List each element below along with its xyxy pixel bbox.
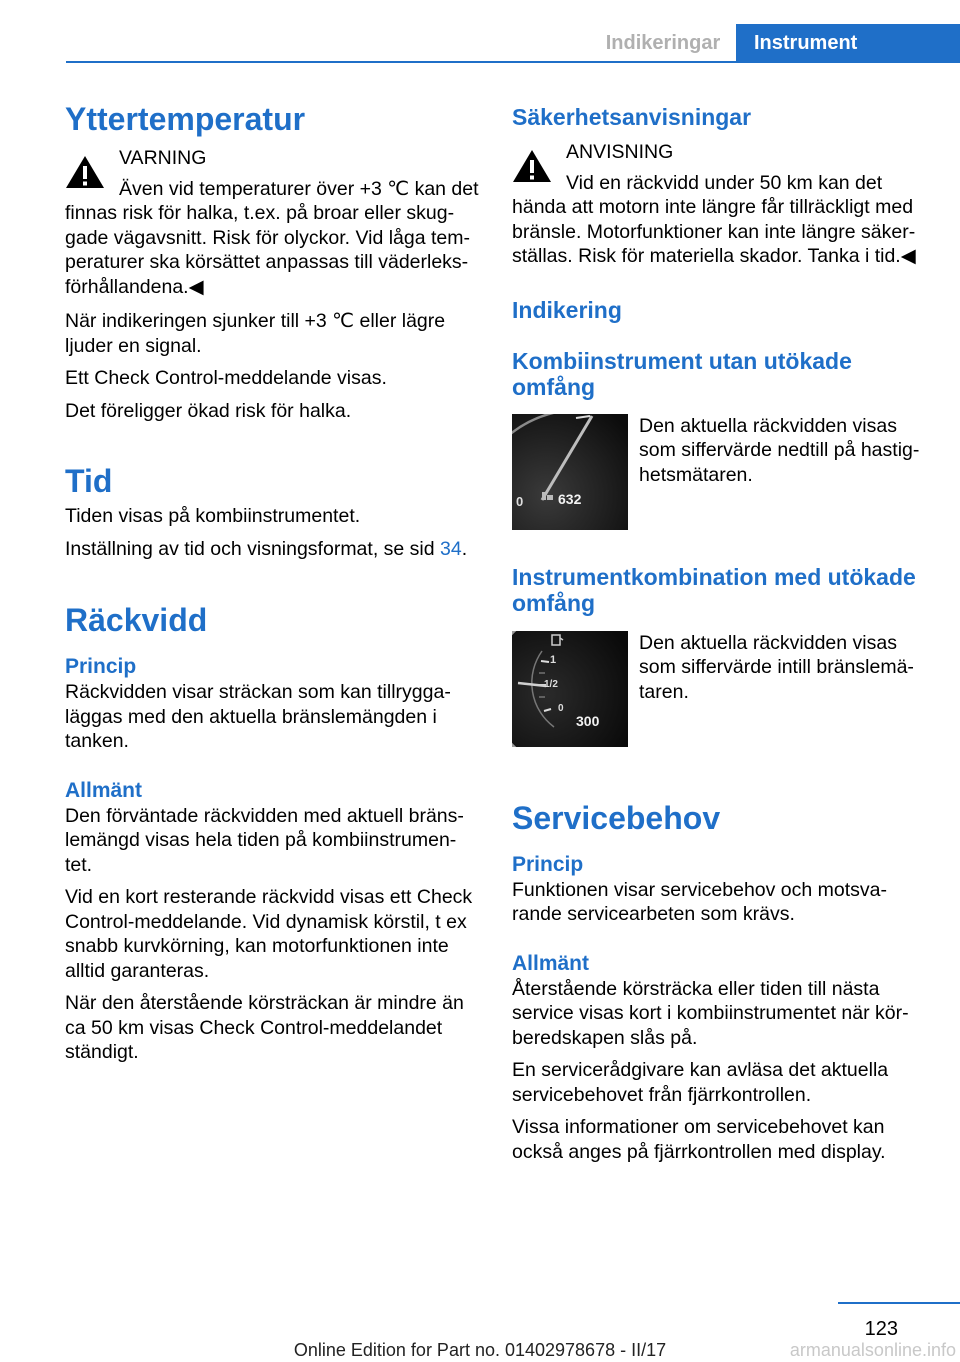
paragraph: Tiden visas på kombiinstrumentet. bbox=[65, 505, 361, 527]
paragraph: Den förväntade räckvidden med aktuell bräns‐lemängd visas hela tiden på kombiinstrumen‐tet. bbox=[65, 804, 464, 876]
paragraph: Räckvidden visar sträckan som kan tillrygga‐läggas med den aktuella bränslemängden i tanken. bbox=[65, 681, 451, 752]
left-column bbox=[65, 100, 483, 1065]
page-link-34[interactable]: 34 bbox=[440, 537, 462, 560]
link-prefix: Inställning av tid och visningsformat, se sid bbox=[65, 537, 441, 560]
link-suffix: . bbox=[461, 537, 468, 560]
section-title-tid: Tid bbox=[65, 463, 113, 499]
section-title-servicebehov: Servicebehov bbox=[512, 799, 721, 836]
warning-block bbox=[65, 146, 483, 299]
header-tab-instrument[interactable]: Instrument bbox=[736, 24, 960, 62]
image-block-fuelgauge bbox=[512, 631, 932, 747]
subheading-allmant: Allmänt bbox=[512, 951, 590, 975]
fuel-gauge-full-label: 1 bbox=[550, 653, 557, 666]
watermark: armanualsonline.info bbox=[789, 1340, 956, 1360]
speedometer-caption: Den aktuella räckvidden visas som siffervärde nedtill på hastig‐hetsmätaren. bbox=[639, 414, 920, 486]
header-tab-indikeringar[interactable]: Indikeringar bbox=[605, 31, 721, 54]
page-number: 123 bbox=[864, 1318, 898, 1340]
paragraph: Det föreligger ökad risk för halka. bbox=[65, 399, 352, 422]
fuel-gauge-graphic bbox=[512, 631, 628, 747]
paragraph: Funktionen visar servicebehov och motsva‐rande servicearbeten som krävs. bbox=[512, 878, 888, 925]
warning-triangle-icon bbox=[65, 154, 105, 190]
subheading-princip: Princip bbox=[512, 852, 584, 876]
subheading-princip: Princip bbox=[65, 655, 137, 678]
subheading-instrumentkombination: Instrumentkombination med utökade omfång bbox=[512, 563, 916, 616]
paragraph: Återstående körsträcka eller tiden till nästa service visas kort i kombiinstrumentet när kör‐beredskapen slås på. bbox=[512, 977, 909, 1049]
fuel-gauge-caption: Den aktuella räckvidden visas som siffervärde intill bränslemä‐taren. bbox=[639, 631, 914, 703]
fuel-gauge-empty-label: 0 bbox=[558, 702, 564, 714]
fuel-gauge-range-value: 300 bbox=[576, 712, 600, 729]
subheading-sakerhetsanvisningar: Säkerhetsanvisningar bbox=[512, 104, 752, 130]
subheading-kombiinstrument: Kombiinstrument utan utökade omfång bbox=[512, 347, 852, 400]
speedometer-zero-label: 0 bbox=[516, 493, 524, 509]
speedometer-graphic bbox=[512, 414, 628, 530]
notice-triangle-icon bbox=[512, 148, 552, 184]
speedometer-range-value: 632 bbox=[558, 490, 582, 507]
paragraph: En servicerådgivare kan avläsa det aktuella servicebehovet från fjärrkontrollen. bbox=[512, 1059, 889, 1106]
header-rule bbox=[66, 61, 960, 63]
paragraph: Ett Check Control-meddelande visas. bbox=[65, 367, 387, 389]
subheading-indikering: Indikering bbox=[512, 296, 622, 323]
fuel-gauge-half-label: 1/2 bbox=[544, 678, 558, 690]
paragraph: När indikeringen sjunker till +3 ℃ eller lägre ljuder en signal. bbox=[65, 310, 446, 357]
paragraph: När den återstående körsträckan är mindre än ca 50 km visas Check Control-meddelandet ständigt. bbox=[65, 992, 464, 1063]
warning-text: Även vid temperaturer över +3 ℃ kan det finnas risk för halka, t.ex. på broar eller skug‐gade vägavsnitt. Risk för olyckor. Vid låga tem‐peraturer ska körsättet anpassas till väderleks‐förhållandena.◀ bbox=[65, 177, 479, 298]
image-block-speedometer bbox=[512, 414, 932, 530]
footer-rule bbox=[838, 1302, 960, 1304]
paragraph: Vissa informationer om servicebehovet kan också anges på fjärrkontrollen med display. bbox=[512, 1116, 886, 1163]
warning-label: VARNING bbox=[119, 147, 207, 169]
notice-block bbox=[512, 140, 932, 269]
section-title-rackvidd: Räckvidd bbox=[65, 602, 208, 638]
notice-label: ANVISNING bbox=[566, 141, 674, 163]
edition-note: Online Edition for Part no. 01402978678 - II/17 bbox=[293, 1340, 667, 1360]
notice-text: Vid en räckvidd under 50 km kan det hända att motorn inte längre får tillräckligt med bränsle. Motorfunktioner kan inte längre säker‐ställas. Risk för materiella skador. Tanka i tid.◀ bbox=[512, 171, 916, 267]
speedometer-image bbox=[512, 414, 628, 530]
paragraph: Vid en kort resterande räckvidd visas ett Check Control-meddelande. Vid dynamisk körstil, t ex snabb kurvkörning, kan motorfunktionen inte alltid garanteras. bbox=[65, 886, 473, 982]
fuel-gauge-image bbox=[512, 631, 628, 747]
section-title-yttertemperatur: Yttertemperatur bbox=[65, 101, 306, 137]
subheading-allmant: Allmänt bbox=[65, 778, 143, 802]
paragraph-with-link bbox=[65, 537, 483, 562]
right-column bbox=[512, 104, 932, 1164]
